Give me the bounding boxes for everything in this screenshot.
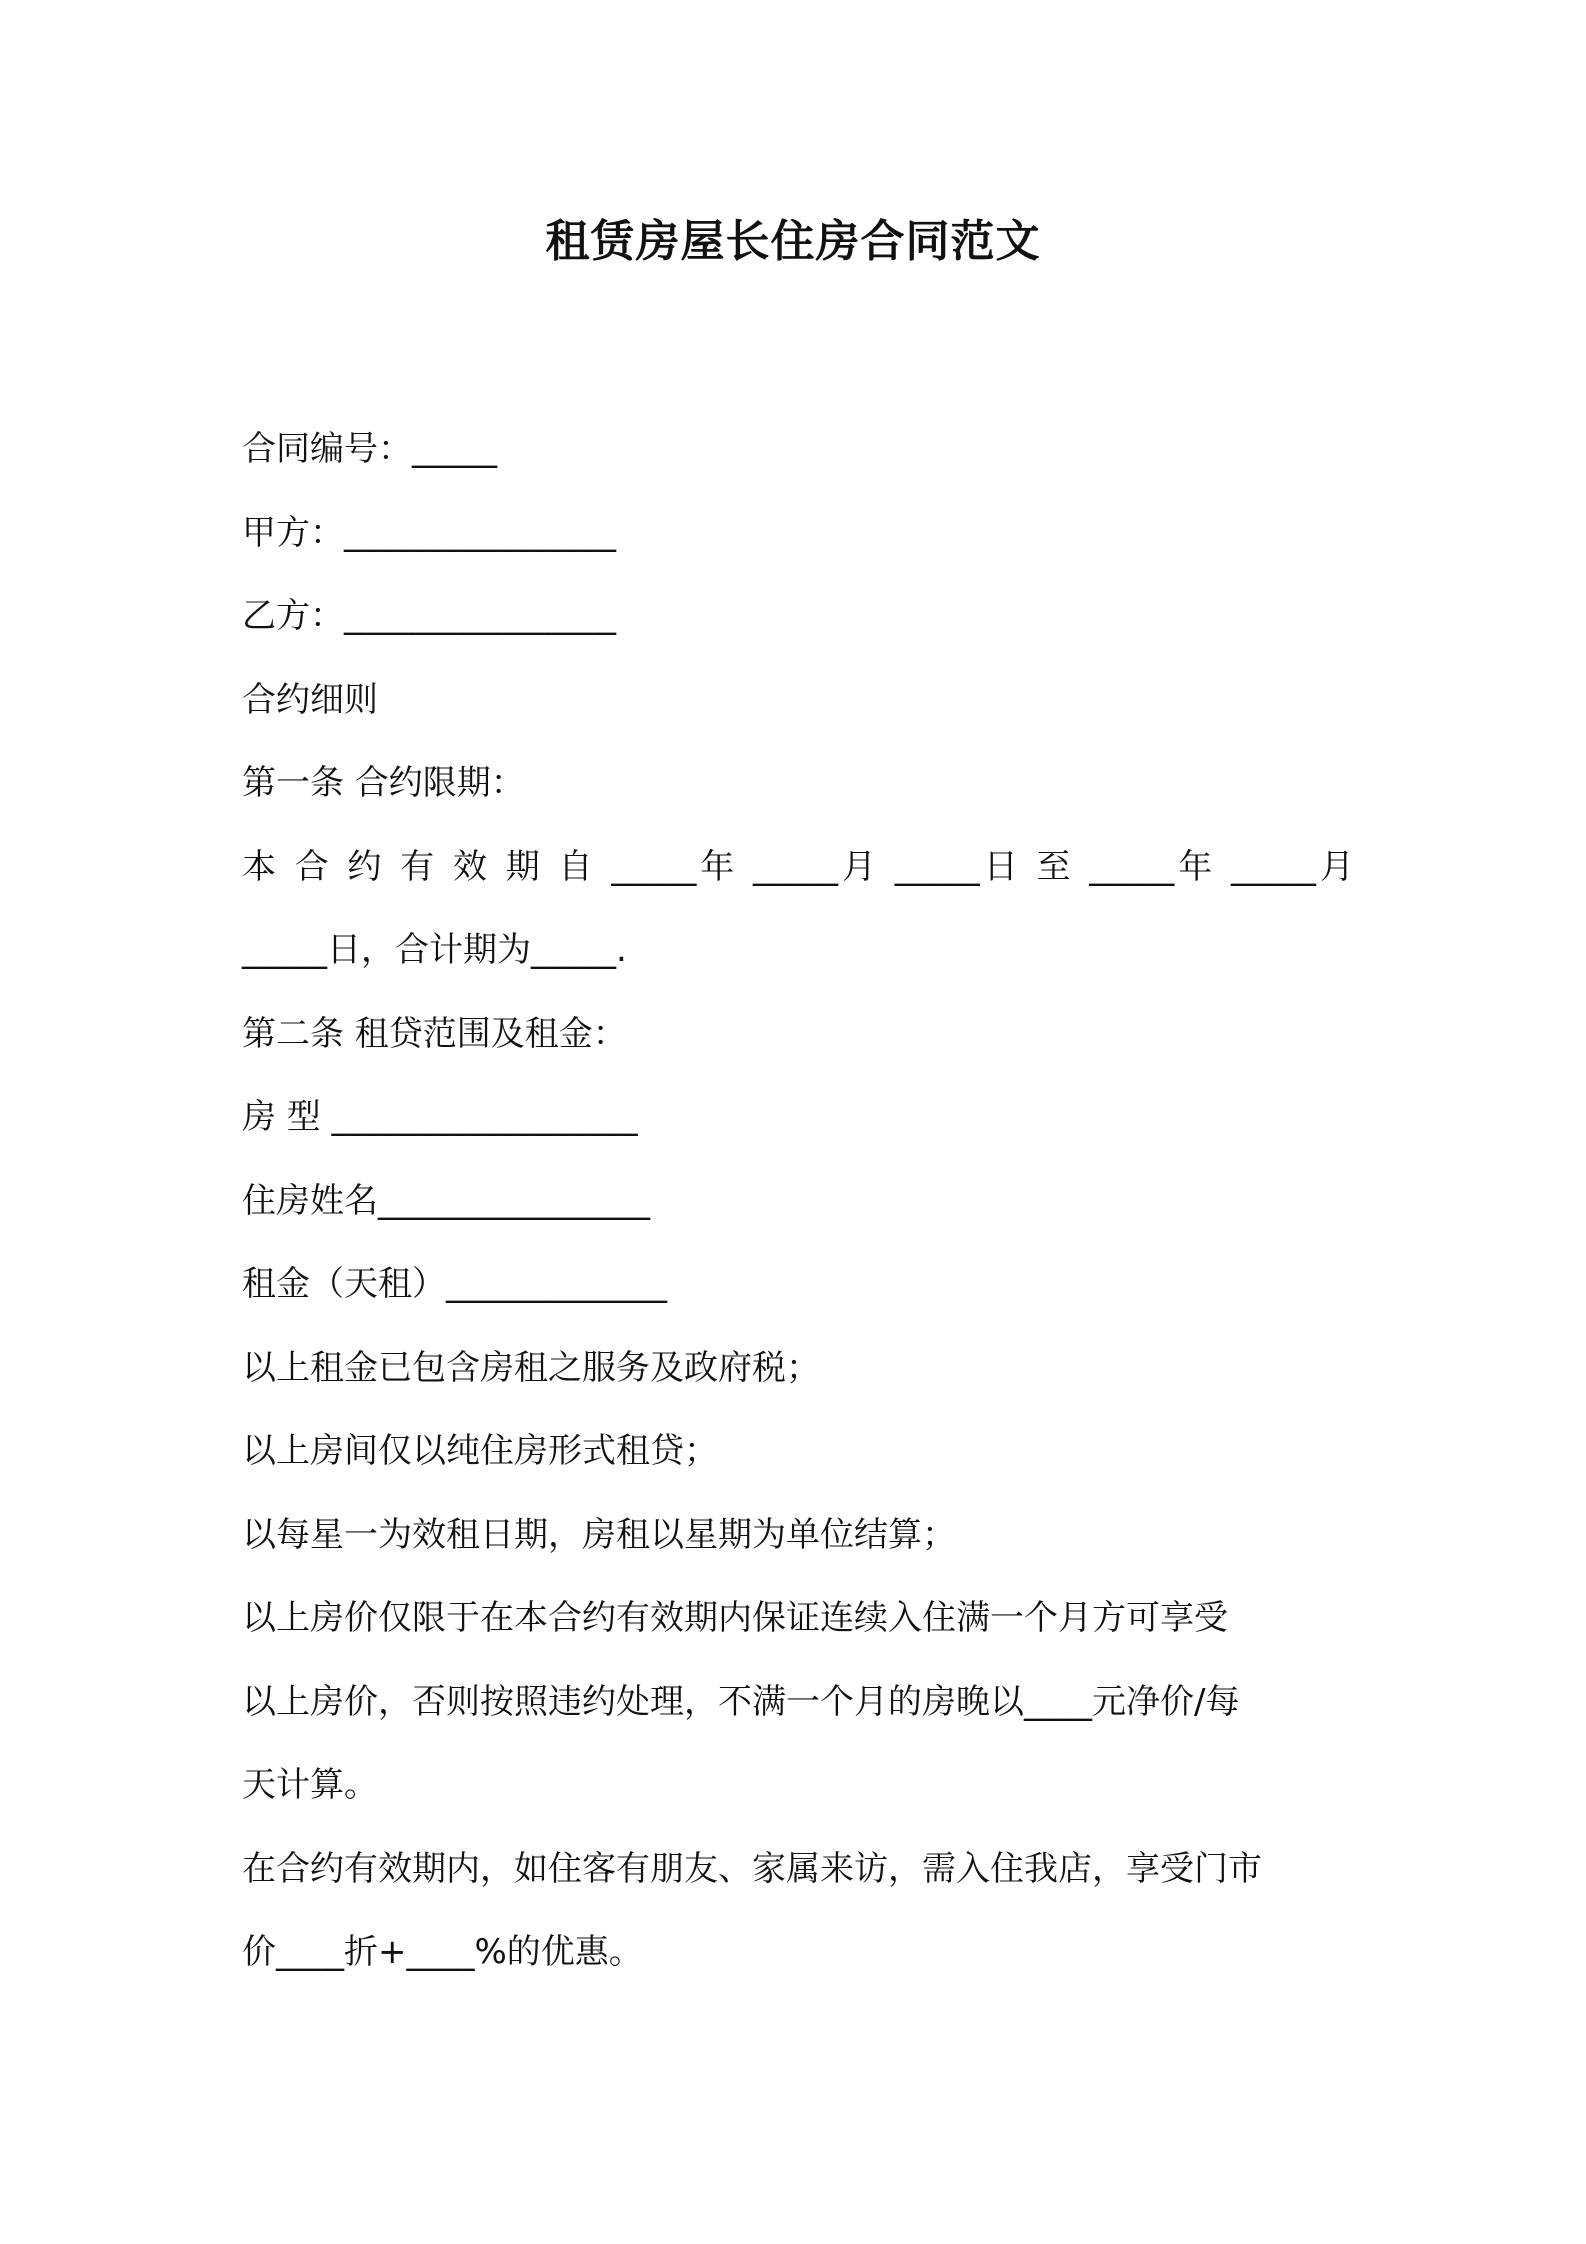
price-condition-line: 以上房价仅限于在本合约有效期内保证连续入住满一个月方可享受: [242, 1598, 1228, 1638]
price-condition-continuation: 以上房价，否则按照违约处理，不满一个月的房晚以____元净价/每: [242, 1681, 1240, 1722]
weekly-settlement-line: 以每星一为效租日期，房租以星期为单位结算；: [242, 1514, 956, 1555]
document-title: 租赁房屋长住房合同范文: [545, 216, 1041, 267]
residential-use-line: 以上房间仅以纯住房形式租贷；: [242, 1431, 718, 1471]
section-heading: 合约细则: [242, 679, 378, 720]
daily-rent-line: 租金（天租）_____________: [242, 1264, 667, 1304]
article-two-heading: 第二条 租贷范围及租金：: [242, 1013, 627, 1054]
party-a-line: 甲方：________________: [242, 512, 616, 553]
contract-number-line: 合同编号：_____: [242, 429, 497, 469]
occupant-name-line: 住房姓名________________: [242, 1180, 650, 1221]
room-type-line: 房 型 __________________: [242, 1097, 638, 1137]
price-condition-end: 天计算。: [242, 1765, 378, 1805]
party-b-line: 乙方：________________: [242, 596, 616, 636]
document-body: [242, 408, 1354, 1995]
article-one-heading: 第一条 合约限期：: [242, 763, 525, 803]
validity-period-line: 本 合 约 有 效 期 自 _____年 _____月 _____日 至 _____年 _____月: [242, 846, 1354, 887]
validity-period-continuation: _____日，合计期为_____.: [242, 930, 627, 970]
rent-includes-tax-line: 以上租金已包含房租之服务及政府税；: [242, 1347, 820, 1388]
visitor-discount-line: 在合约有效期内，如住客有朋友、家属来访，需入住我店，享受门市: [242, 1848, 1262, 1889]
visitor-discount-continuation: 价____折+____%的优惠。: [242, 1932, 643, 1972]
